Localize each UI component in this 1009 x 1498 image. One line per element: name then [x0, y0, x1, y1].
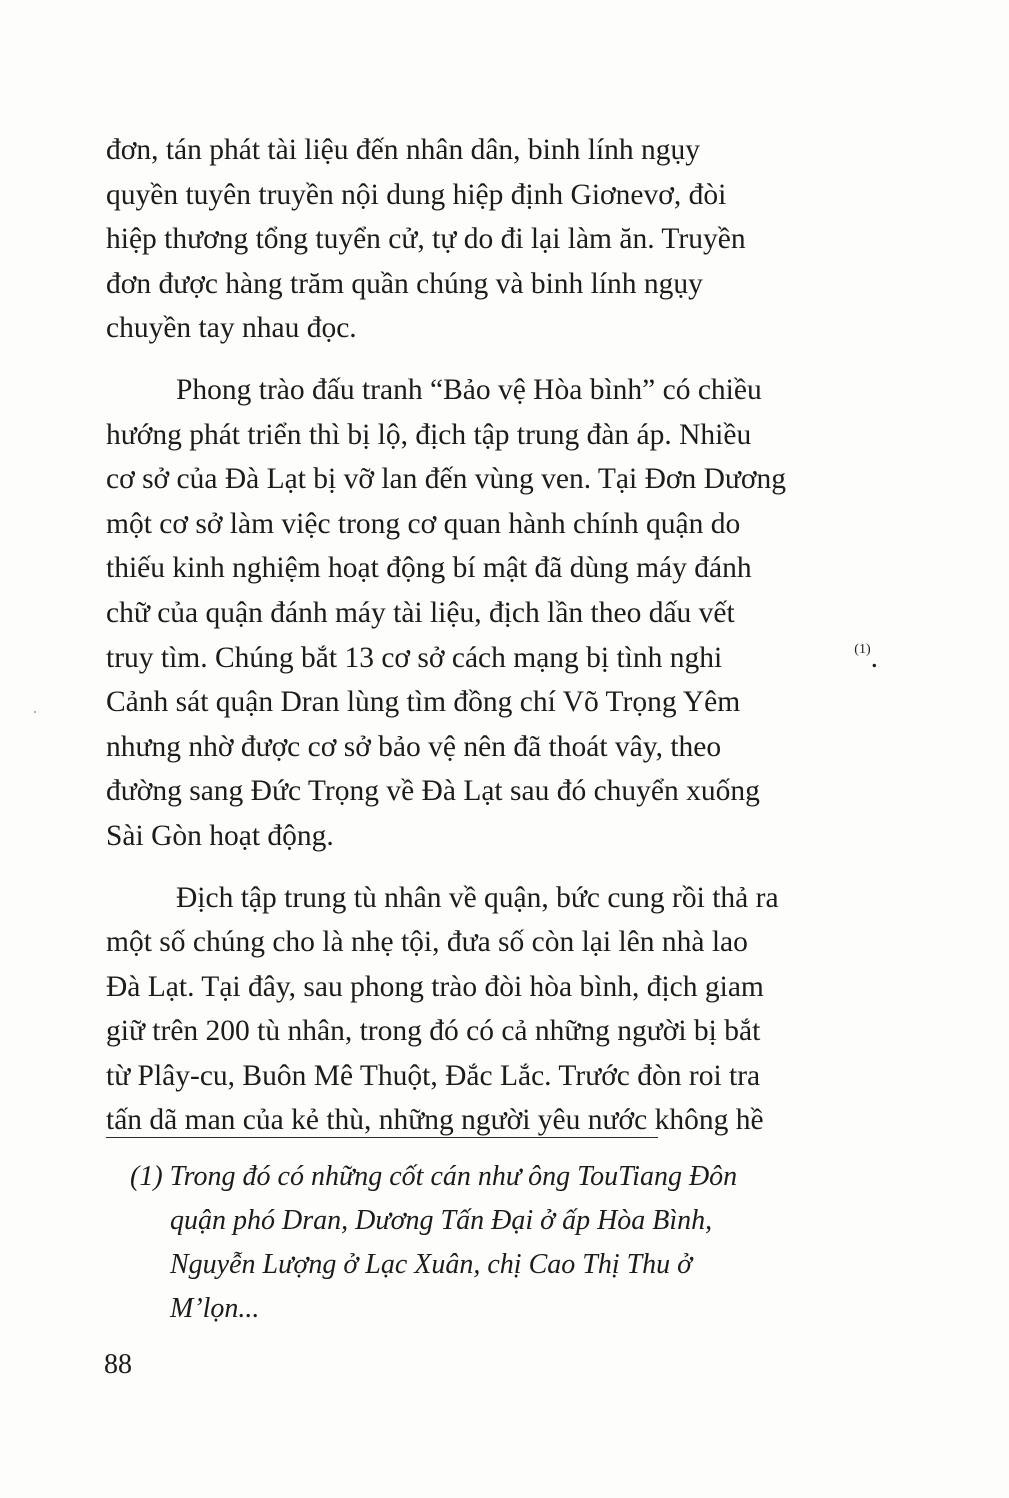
page-number: 88 [104, 1349, 132, 1380]
scan-speck [34, 711, 36, 713]
text-line: nhưng nhờ được cơ sở bảo vệ nên đã thoát vây, theo [106, 730, 722, 763]
text-line: chữ của quận đánh máy tài liệu, địch lần theo dấu vết [106, 596, 735, 629]
paragraph-spacer [106, 859, 878, 876]
footnote-separator [106, 1137, 658, 1138]
text-line: giữ trên 200 tù nhân, trong đó có cả những người bị bắt [106, 1015, 761, 1048]
text-line: Sài Gòn hoạt động. [106, 819, 334, 852]
text-line-content: truy tìm. Chúng bắt 13 cơ sở cách mạng bị tình nghi [106, 641, 723, 674]
text-line: đường sang Đức Trọng về Đà Lạt sau đó chuyển xuống [106, 775, 760, 808]
trailing-period: . [870, 641, 878, 674]
text-line: hiệp thương tổng tuyển cử, tự do đi lại làm ăn. Truyền [106, 223, 746, 256]
text-line: chuyền tay nhau đọc. [106, 312, 357, 345]
footnote-marker: (1) [854, 641, 871, 657]
text-line: thiếu kinh nghiệm hoạt động bí mật đã dùng máy đánh [106, 552, 752, 585]
paragraph-2 [106, 368, 878, 859]
text-line: cơ sở của Đà Lạt bị vỡ lan đến vùng ven. Tại Đơn Dương [106, 463, 787, 496]
text-line: một cơ sở làm việc trong cơ quan hành chính quận do [106, 507, 741, 540]
paragraph-spacer [106, 351, 878, 368]
text-line: đơn, tán phát tài liệu đến nhân dân, binh lính ngụy [106, 134, 701, 166]
text-line: hướng phát triển thì bị lộ, địch tập trung đàn áp. Nhiều [106, 418, 752, 451]
text-line: đơn được hàng trăm quần chúng và binh lính ngụy [106, 267, 703, 300]
text-line: một số chúng cho là nhẹ tội, đưa số còn lại lên nhà lao [106, 926, 748, 959]
text-line: tấn dã man của kẻ thù, những người yêu nước không hề [106, 1104, 764, 1137]
text-line: từ Plây-cu, Buôn Mê Thuột, Đắc Lắc. Trước đòn roi tra [106, 1059, 761, 1092]
text-line: quyền tuyên truyền nội dung hiệp định Giơnevơ, đòi [106, 178, 727, 211]
footnote-reference [854, 636, 878, 681]
footnote [130, 1155, 880, 1331]
text-line: Đà Lạt. Tại đây, sau phong trào đòi hòa bình, địch giam [106, 970, 764, 1003]
footnote-line: Nguyễn Lượng ở Lạc Xuân, chị Cao Thị Thu ở [170, 1249, 693, 1280]
text-line: Cảnh sát quận Dran lùng tìm đồng chí Võ Trọng Yêm [106, 686, 741, 719]
footnote-line: M’lọn... [170, 1293, 260, 1324]
body-text [106, 128, 878, 1143]
paragraph-1 [106, 128, 878, 351]
text-line [106, 636, 878, 681]
text-line: Phong trào đấu tranh “Bảo vệ Hòa bình” có chiều [176, 373, 762, 406]
paragraph-3 [106, 876, 878, 1144]
footnote-line: quận phó Dran, Dương Tấn Đại ở ấp Hòa Bình, [170, 1205, 713, 1236]
footnote-line: (1) Trong đó có những cốt cán như ông TouTiang Đôn [130, 1161, 738, 1192]
text-line: Địch tập trung tù nhân về quận, bức cung rồi thả ra [176, 881, 779, 914]
